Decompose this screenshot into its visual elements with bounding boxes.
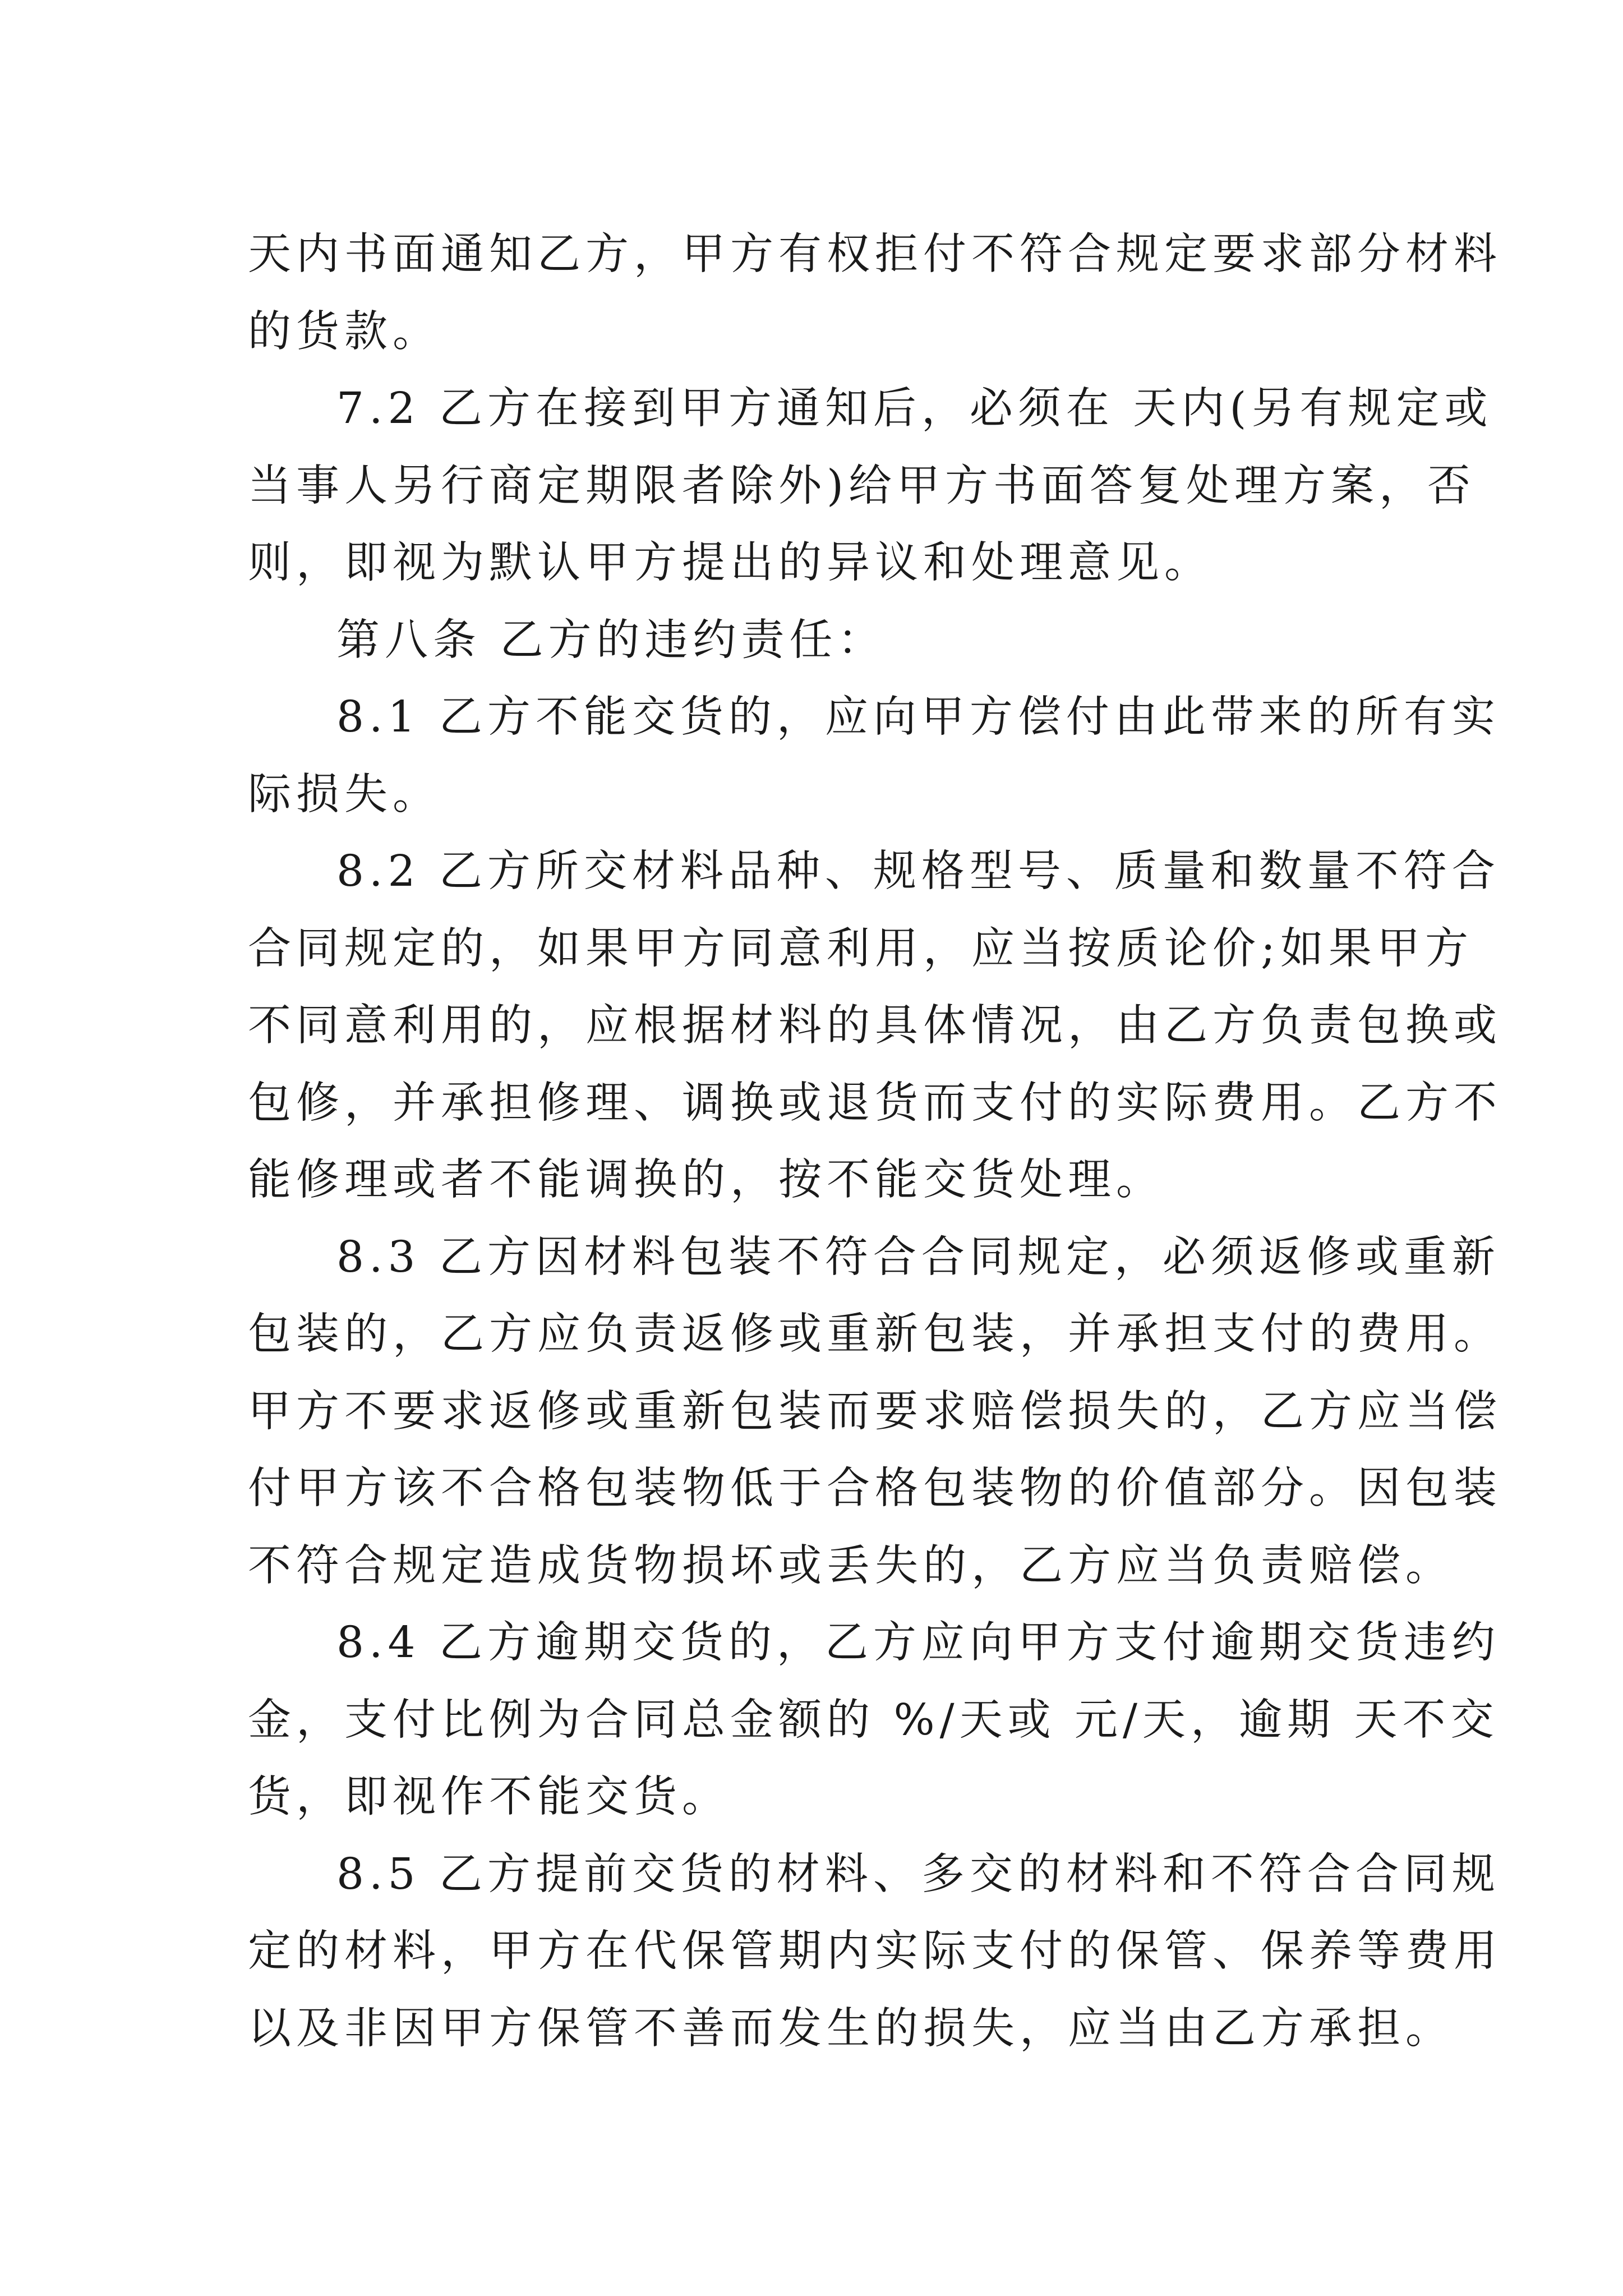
text-line: 8.2 乙方所交材料品种、规格型号、质量和数量不符合 xyxy=(336,846,1500,896)
text-line: 8.3 乙方因材料包装不符合合同规定，必须返修或重新 xyxy=(336,1232,1500,1282)
text-line: 天内书面通知乙方，甲方有权拒付不符合规定要求部分材料 xyxy=(248,229,1502,279)
text-line: 不同意利用的，应根据材料的具体情况，由乙方负责包换或 xyxy=(248,1001,1502,1051)
text-line: 货，即视作不能交货。 xyxy=(248,1772,730,1822)
section-heading: 第八条 乙方的违约责任： xyxy=(336,615,886,665)
contract-text-body xyxy=(248,216,1502,2067)
text-line: 则，即视为默认甲方提出的异议和处理意见。 xyxy=(248,538,1212,588)
text-line: 的货款。 xyxy=(248,306,441,357)
text-line: 7.2 乙方在接到甲方通知后，必须在 天内(另有规定或 xyxy=(336,384,1493,434)
text-line: 以及非因甲方保管不善而发生的损失，应当由乙方承担。 xyxy=(248,2003,1454,2054)
text-line: 8.5 乙方提前交货的材料、多交的材料和不符合合同规 xyxy=(336,1849,1500,1899)
text-line: 际损失。 xyxy=(248,769,441,820)
text-line: 包装的，乙方应负责返修或重新包装，并承担支付的费用。 xyxy=(248,1309,1502,1359)
text-line: 包修，并承担修理、调换或退货而支付的实际费用。乙方不 xyxy=(248,1078,1502,1128)
text-line: 合同规定的，如果甲方同意利用，应当按质论价;如果甲方 xyxy=(248,923,1473,974)
text-line: 定的材料，甲方在代保管期内实际支付的保管、保养等费用 xyxy=(248,1926,1502,1976)
text-line: 能修理或者不能调换的，按不能交货处理。 xyxy=(248,1155,1164,1205)
text-line: 甲方不要求返修或重新包装而要求赔偿损失的，乙方应当偿 xyxy=(248,1386,1502,1437)
text-line: 8.1 乙方不能交货的，应向甲方偿付由此带来的所有实 xyxy=(336,692,1500,742)
text-line: 不符合规定造成货物损坏或丢失的，乙方应当负责赔偿。 xyxy=(248,1540,1454,1591)
text-line: 付甲方该不合格包装物低于合格包装物的价值部分。因包装 xyxy=(248,1464,1502,1513)
text-line: 当事人另行商定期限者除外)给甲方书面答复处理方案，否 xyxy=(248,461,1476,511)
text-line: 金，支付比例为合同总金额的 %/天或 元/天，逾期 天不交 xyxy=(248,1695,1499,1745)
text-line: 8.4 乙方逾期交货的，乙方应向甲方支付逾期交货违约 xyxy=(336,1618,1500,1668)
